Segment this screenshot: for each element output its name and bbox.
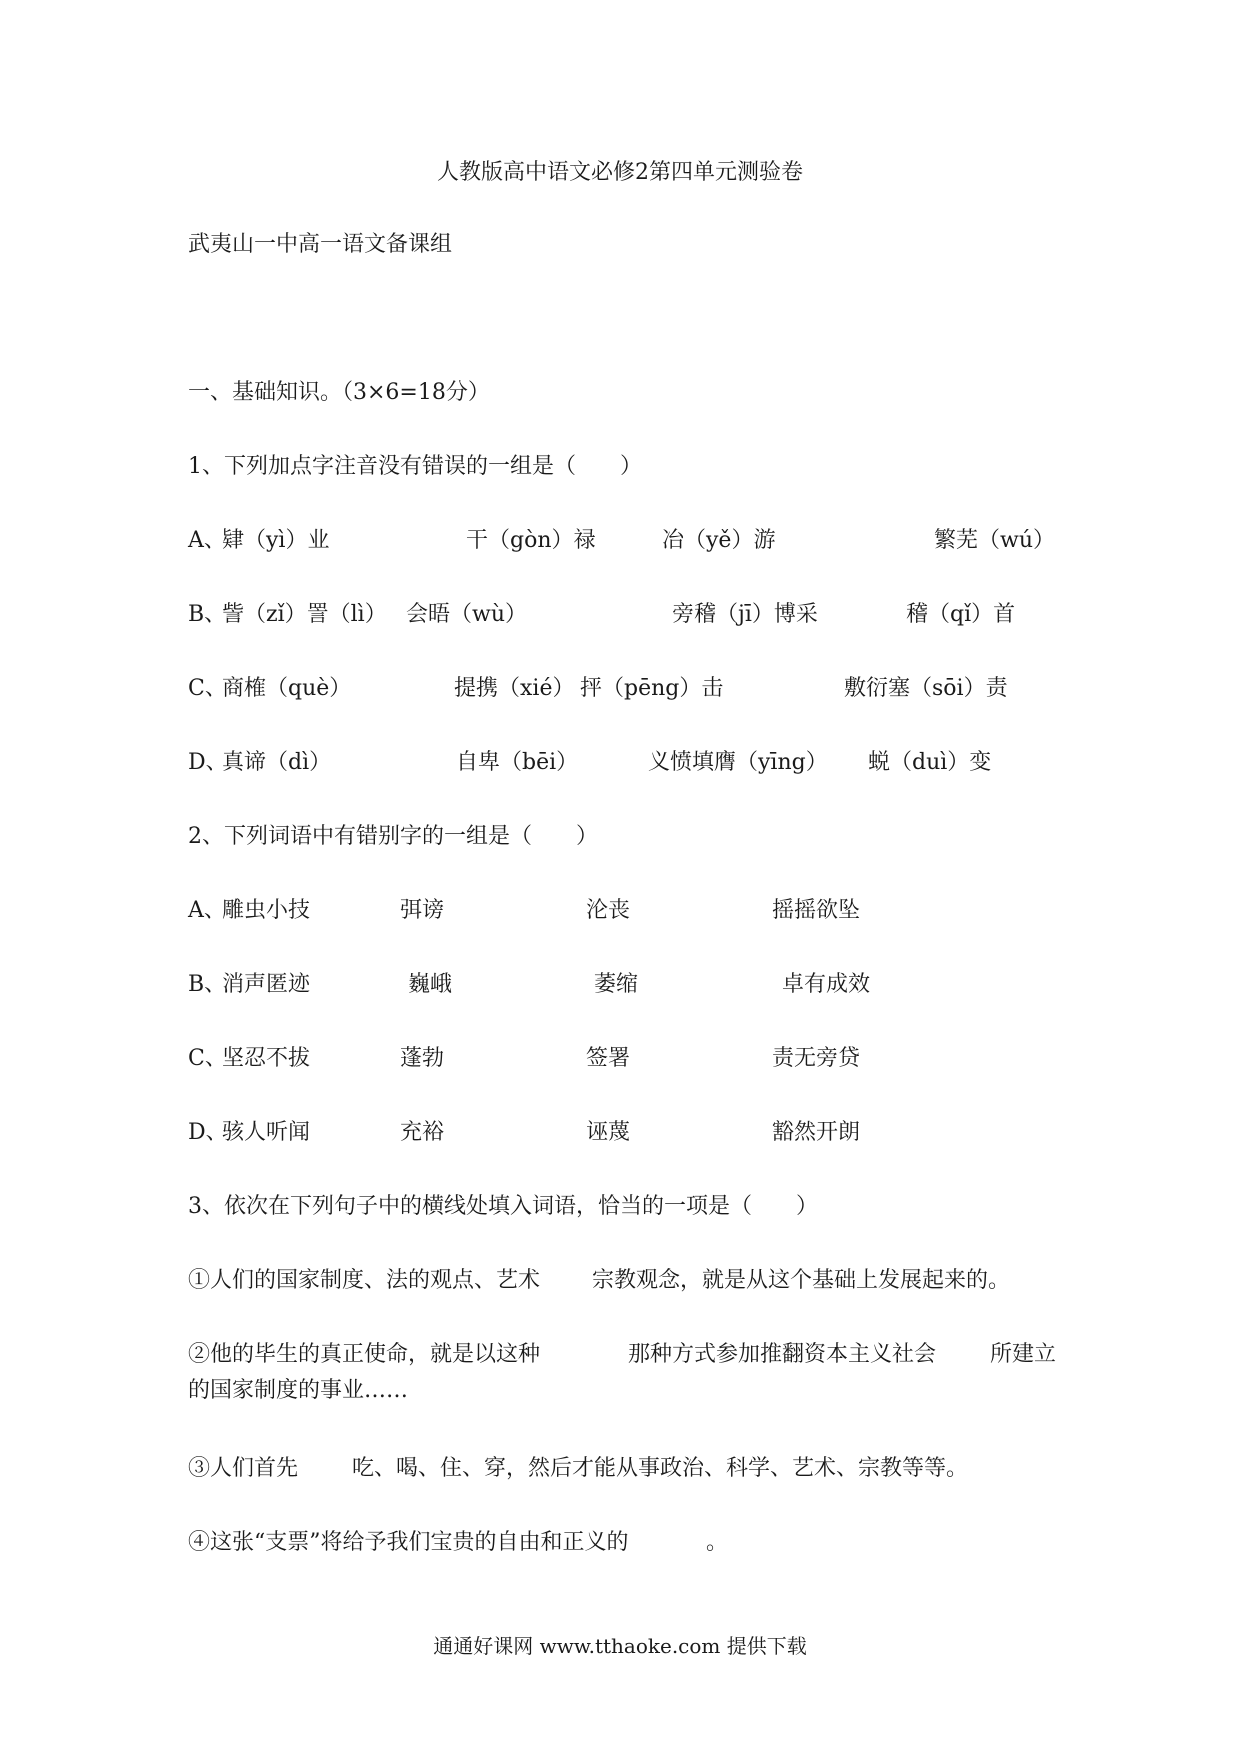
option-item: 弭谤 (400, 898, 445, 923)
option-item: 蓬勃 (400, 1046, 445, 1071)
option-item: 雕虫小技 (222, 898, 311, 923)
sentence-part: 宗教观念，就是从这个基础上发展起来的。 (592, 1268, 1011, 1293)
document-title: 人教版高中语文必修2第四单元测验卷 (437, 160, 803, 185)
option-label: C、 (188, 1046, 227, 1071)
option-label: D、 (188, 750, 228, 775)
option-item: 冶（yě）游 (662, 528, 776, 553)
option-item: 抨（pēng）击 (580, 676, 724, 701)
option-item: 稽（qǐ）首 (906, 602, 1016, 627)
sentence-part: 。 (706, 1530, 729, 1555)
option-item: 訾（zǐ）詈（lì） (222, 602, 387, 627)
section-heading: 一、基础知识。（3×6=18分） (188, 380, 490, 405)
option-item: 会晤（wù） (406, 602, 528, 627)
option-label: C、 (188, 676, 227, 701)
option-item: 敷衍塞（sōi）责 (844, 676, 1008, 701)
question-2-stem: 2、下列词语中有错别字的一组是（ ） (188, 824, 598, 849)
option-label: B、 (188, 972, 227, 997)
q1-option-a (188, 526, 1088, 556)
sentence-part: 所建立 (990, 1342, 1057, 1367)
option-item: 签署 (586, 1046, 631, 1071)
option-item: 巍峨 (408, 972, 453, 997)
option-item: 真谛（dì） (222, 750, 332, 775)
sentence-part: ③人们首先 (188, 1456, 299, 1481)
q3-sentence-3 (188, 1454, 1088, 1484)
sentence-part: ①人们的国家制度、法的观点、艺术 (188, 1268, 541, 1293)
option-item: 义愤填膺（yīng） (648, 750, 828, 775)
option-item: 诬蔑 (586, 1120, 631, 1145)
q2-option-a (188, 896, 1088, 926)
sentence-part: ④这张“支票”将给予我们宝贵的自由和正义的 (188, 1530, 629, 1555)
page-footer: 通通好课网 www.tthaoke.com 提供下载 (433, 1634, 807, 1658)
option-item: 骇人听闻 (222, 1120, 311, 1145)
q1-option-d (188, 748, 1088, 778)
option-item: 摇摇欲坠 (772, 898, 861, 923)
option-item: 卓有成效 (782, 972, 871, 997)
q2-option-d (188, 1118, 1088, 1148)
q3-sentence-2 (188, 1340, 1088, 1370)
q3-sentence-4 (188, 1528, 1088, 1558)
option-item: 坚忍不拔 (222, 1046, 311, 1071)
option-item: 提携（xié） (454, 676, 575, 701)
question-3-stem: 3、依次在下列句子中的横线处填入词语，恰当的一项是（ ） (188, 1194, 818, 1219)
option-item: 商榷（què） (222, 676, 352, 701)
option-item: 干（gòn）禄 (466, 528, 596, 553)
option-label: B、 (188, 602, 227, 627)
option-item: 蜕（duì）变 (868, 750, 992, 775)
q1-option-b (188, 600, 1088, 630)
option-item: 沦丧 (586, 898, 631, 923)
option-item: 自卑（bēi） (456, 750, 579, 775)
sentence-part: 吃、喝、住、穿，然后才能从事政治、科学、艺术、宗教等等。 (352, 1456, 969, 1481)
option-item: 责无旁贷 (772, 1046, 861, 1071)
option-item: 消声匿迹 (222, 972, 311, 997)
q3-sentence-1 (188, 1266, 1088, 1296)
author-line: 武夷山一中高一语文备课组 (188, 232, 453, 257)
option-item: 肄（yì）业 (222, 528, 330, 553)
option-label: D、 (188, 1120, 228, 1145)
option-label: A、 (188, 898, 226, 923)
option-label: A、 (188, 528, 226, 553)
option-item: 旁稽（jī）博采 (672, 602, 818, 627)
sentence-part: ②他的毕生的真正使命，就是以这种 (188, 1342, 541, 1367)
q2-option-c (188, 1044, 1088, 1074)
option-item: 萎缩 (594, 972, 639, 997)
q3-sentence-2-continued: 的国家制度的事业…… (188, 1378, 409, 1403)
sentence-part: 那种方式参加推翻资本主义社会 (628, 1342, 937, 1367)
question-1-stem: 1、下列加点字注音没有错误的一组是（ ） (188, 454, 642, 479)
option-item: 繁芜（wú） (934, 528, 1056, 553)
q2-option-b (188, 970, 1088, 1000)
option-item: 豁然开朗 (772, 1120, 861, 1145)
q1-option-c (188, 674, 1088, 704)
option-item: 充裕 (400, 1120, 445, 1145)
